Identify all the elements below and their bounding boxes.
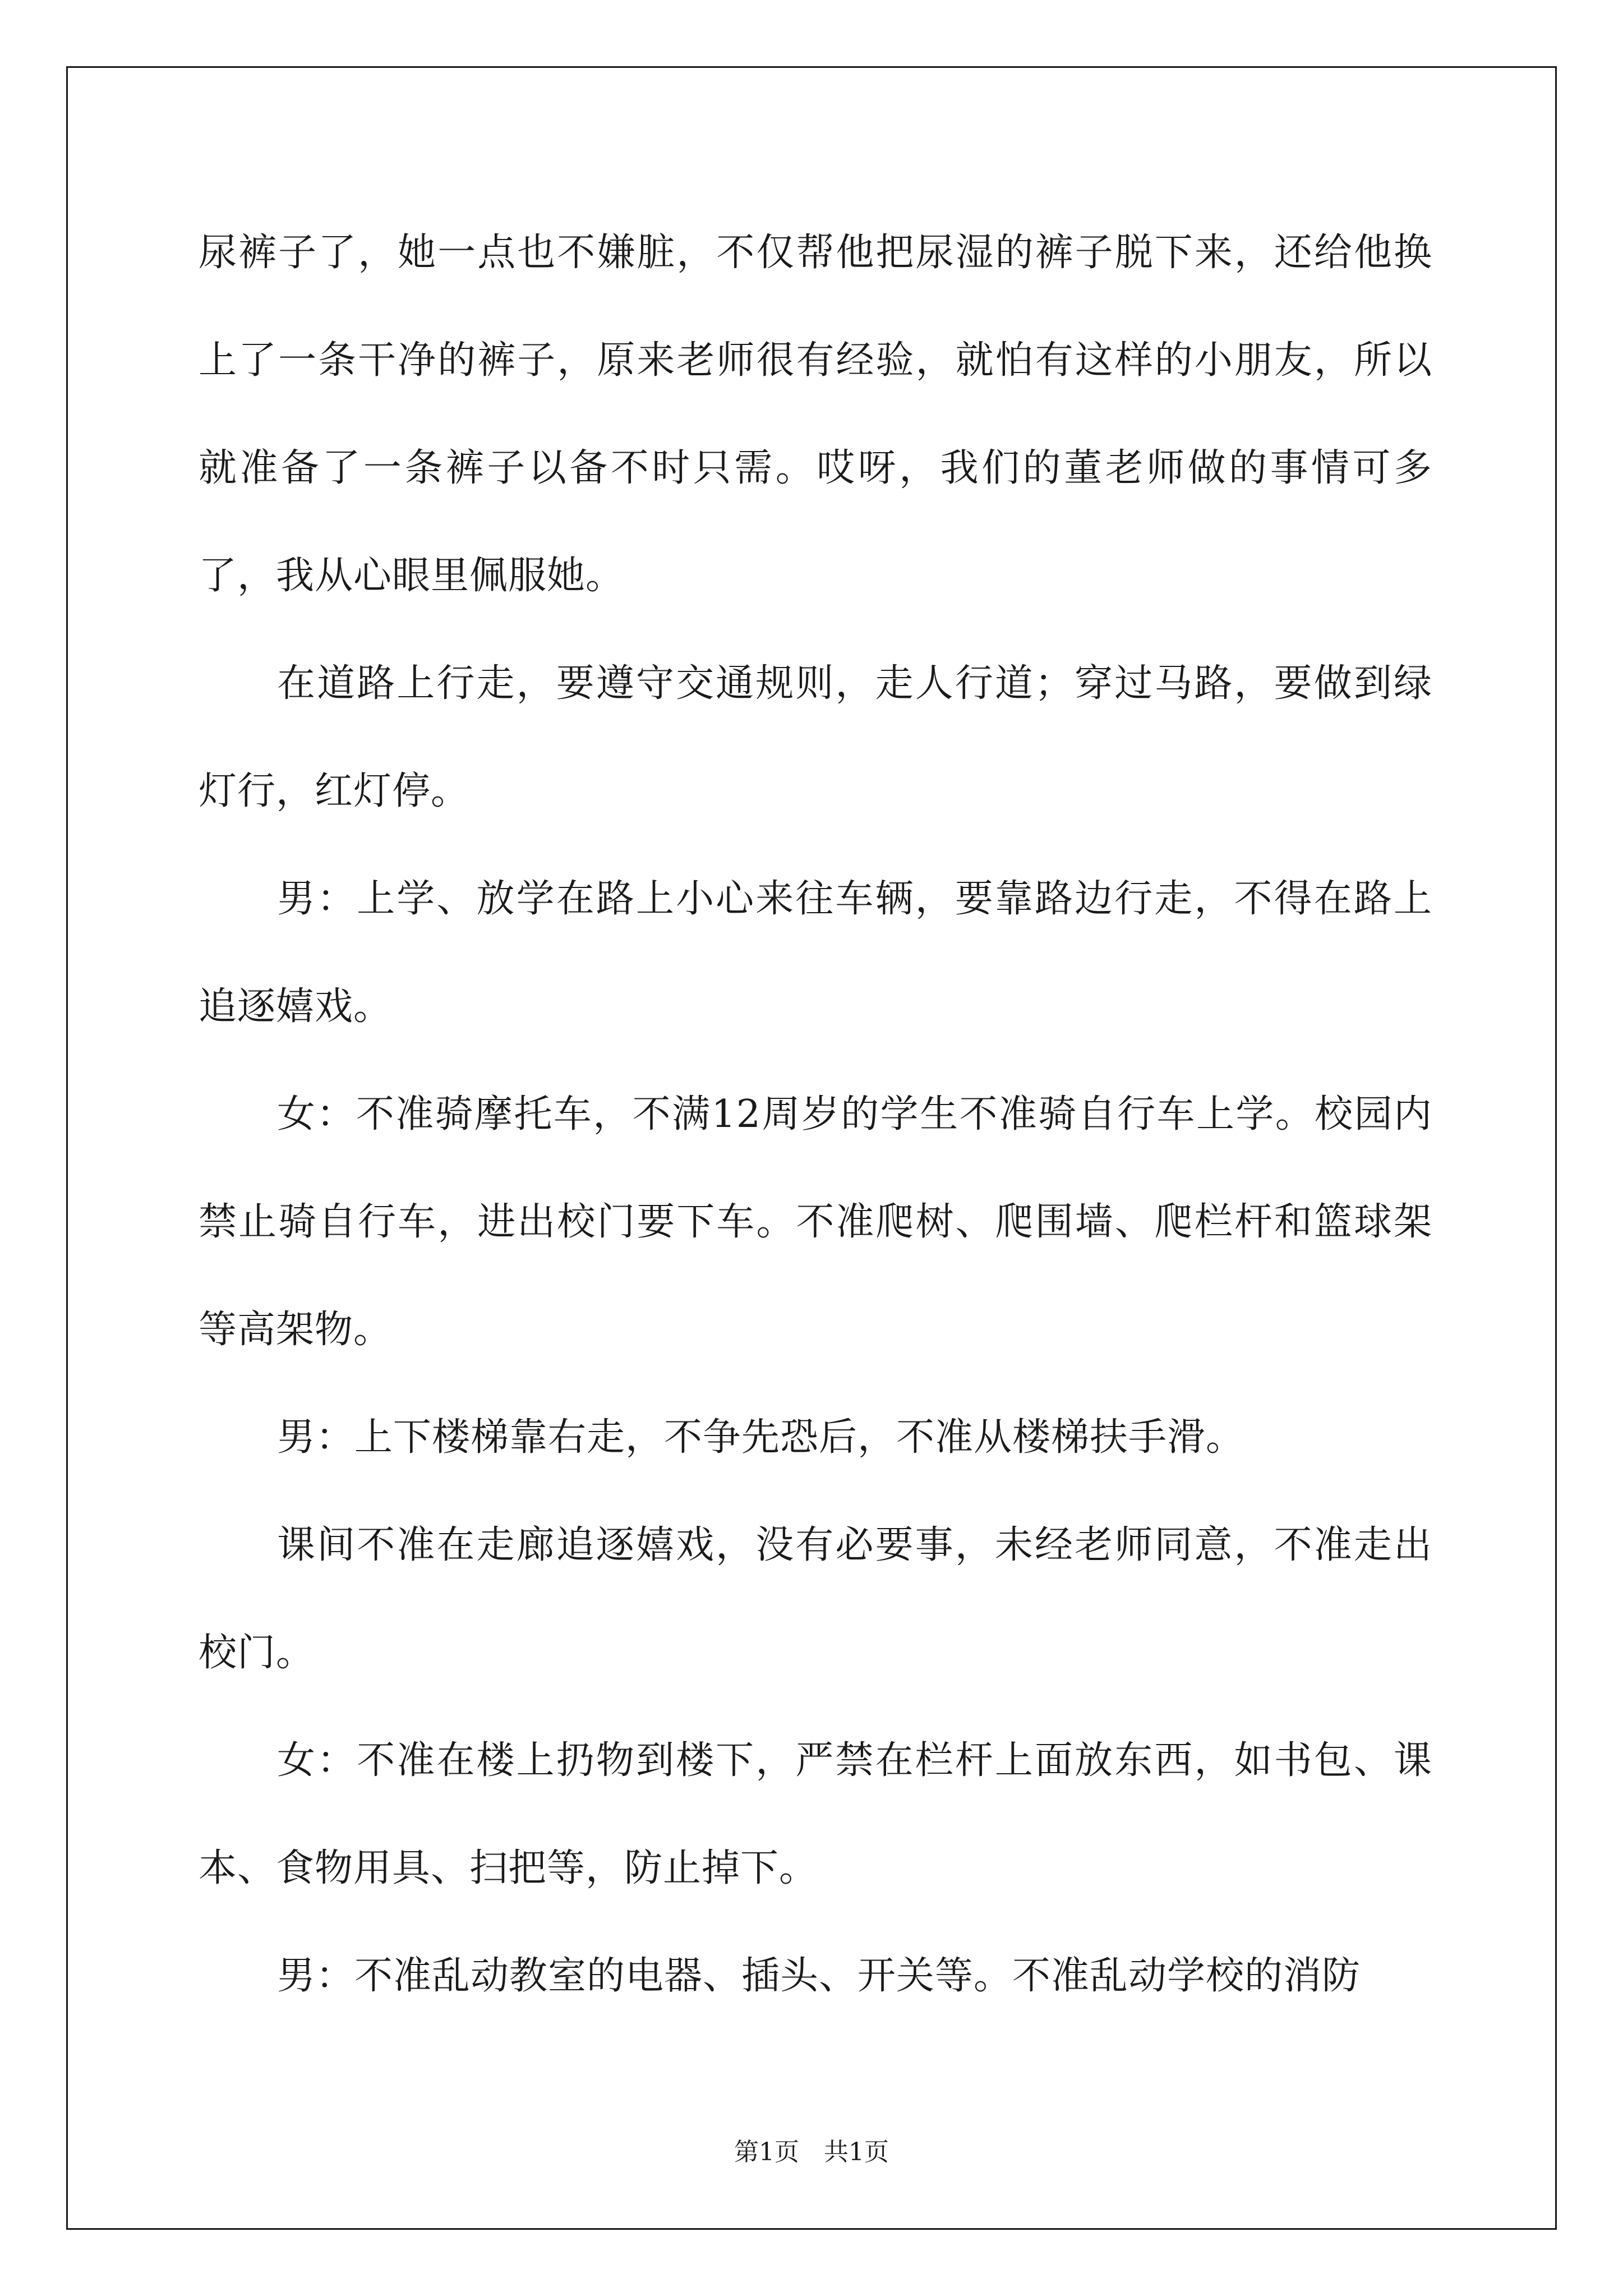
paragraph-7: 女：不准在楼上扔物到楼下，严禁在栏杆上面放东西，如书包、课本、食物用具、扫把等，防止掉下。 [199,1738,1432,1890]
paragraph-2: 在道路上行走，要遵守交通规则，走人行道；穿过马路，要做到绿灯行，红灯停。 [199,661,1432,813]
paragraph-8: 男：不准乱动教室的电器、插头、开关等。不准乱动学校的消防 [277,1954,1361,1998]
paragraph-6: 课间不准在走廊追逐嬉戏，没有必要事，未经老师同意，不准走出校门。 [199,1523,1432,1675]
paragraph-1: 尿裤子了，她一点也不嫌脏，不仅帮他把尿湿的裤子脱下来，还给他换上了一条干净的裤子，原来老师很有经验，就怕有这样的小朋友，所以就准备了一条裤子以备不时只需。哎呀，我们的董老师做的事情可多了，我从心眼里佩服她。 [199,231,1432,598]
paragraph-4: 女：不准骑摩托车，不满12周岁的学生不准骑自行车上学。校园内禁止骑自行车，进出校门要下车。不准爬树、爬围墙、爬栏杆和篮球架等高架物。 [199,1092,1432,1352]
page-footer: 第1页 共1页 [734,2138,889,2166]
document-body [199,199,1432,2030]
paragraph-3: 男：上学、放学在路上小心来往车辆，要靠路边行走，不得在路上追逐嬉戏。 [199,877,1432,1029]
paragraph-5: 男：上下楼梯靠右走，不争先恐后，不准从楼梯扶手滑。 [277,1415,1245,1460]
